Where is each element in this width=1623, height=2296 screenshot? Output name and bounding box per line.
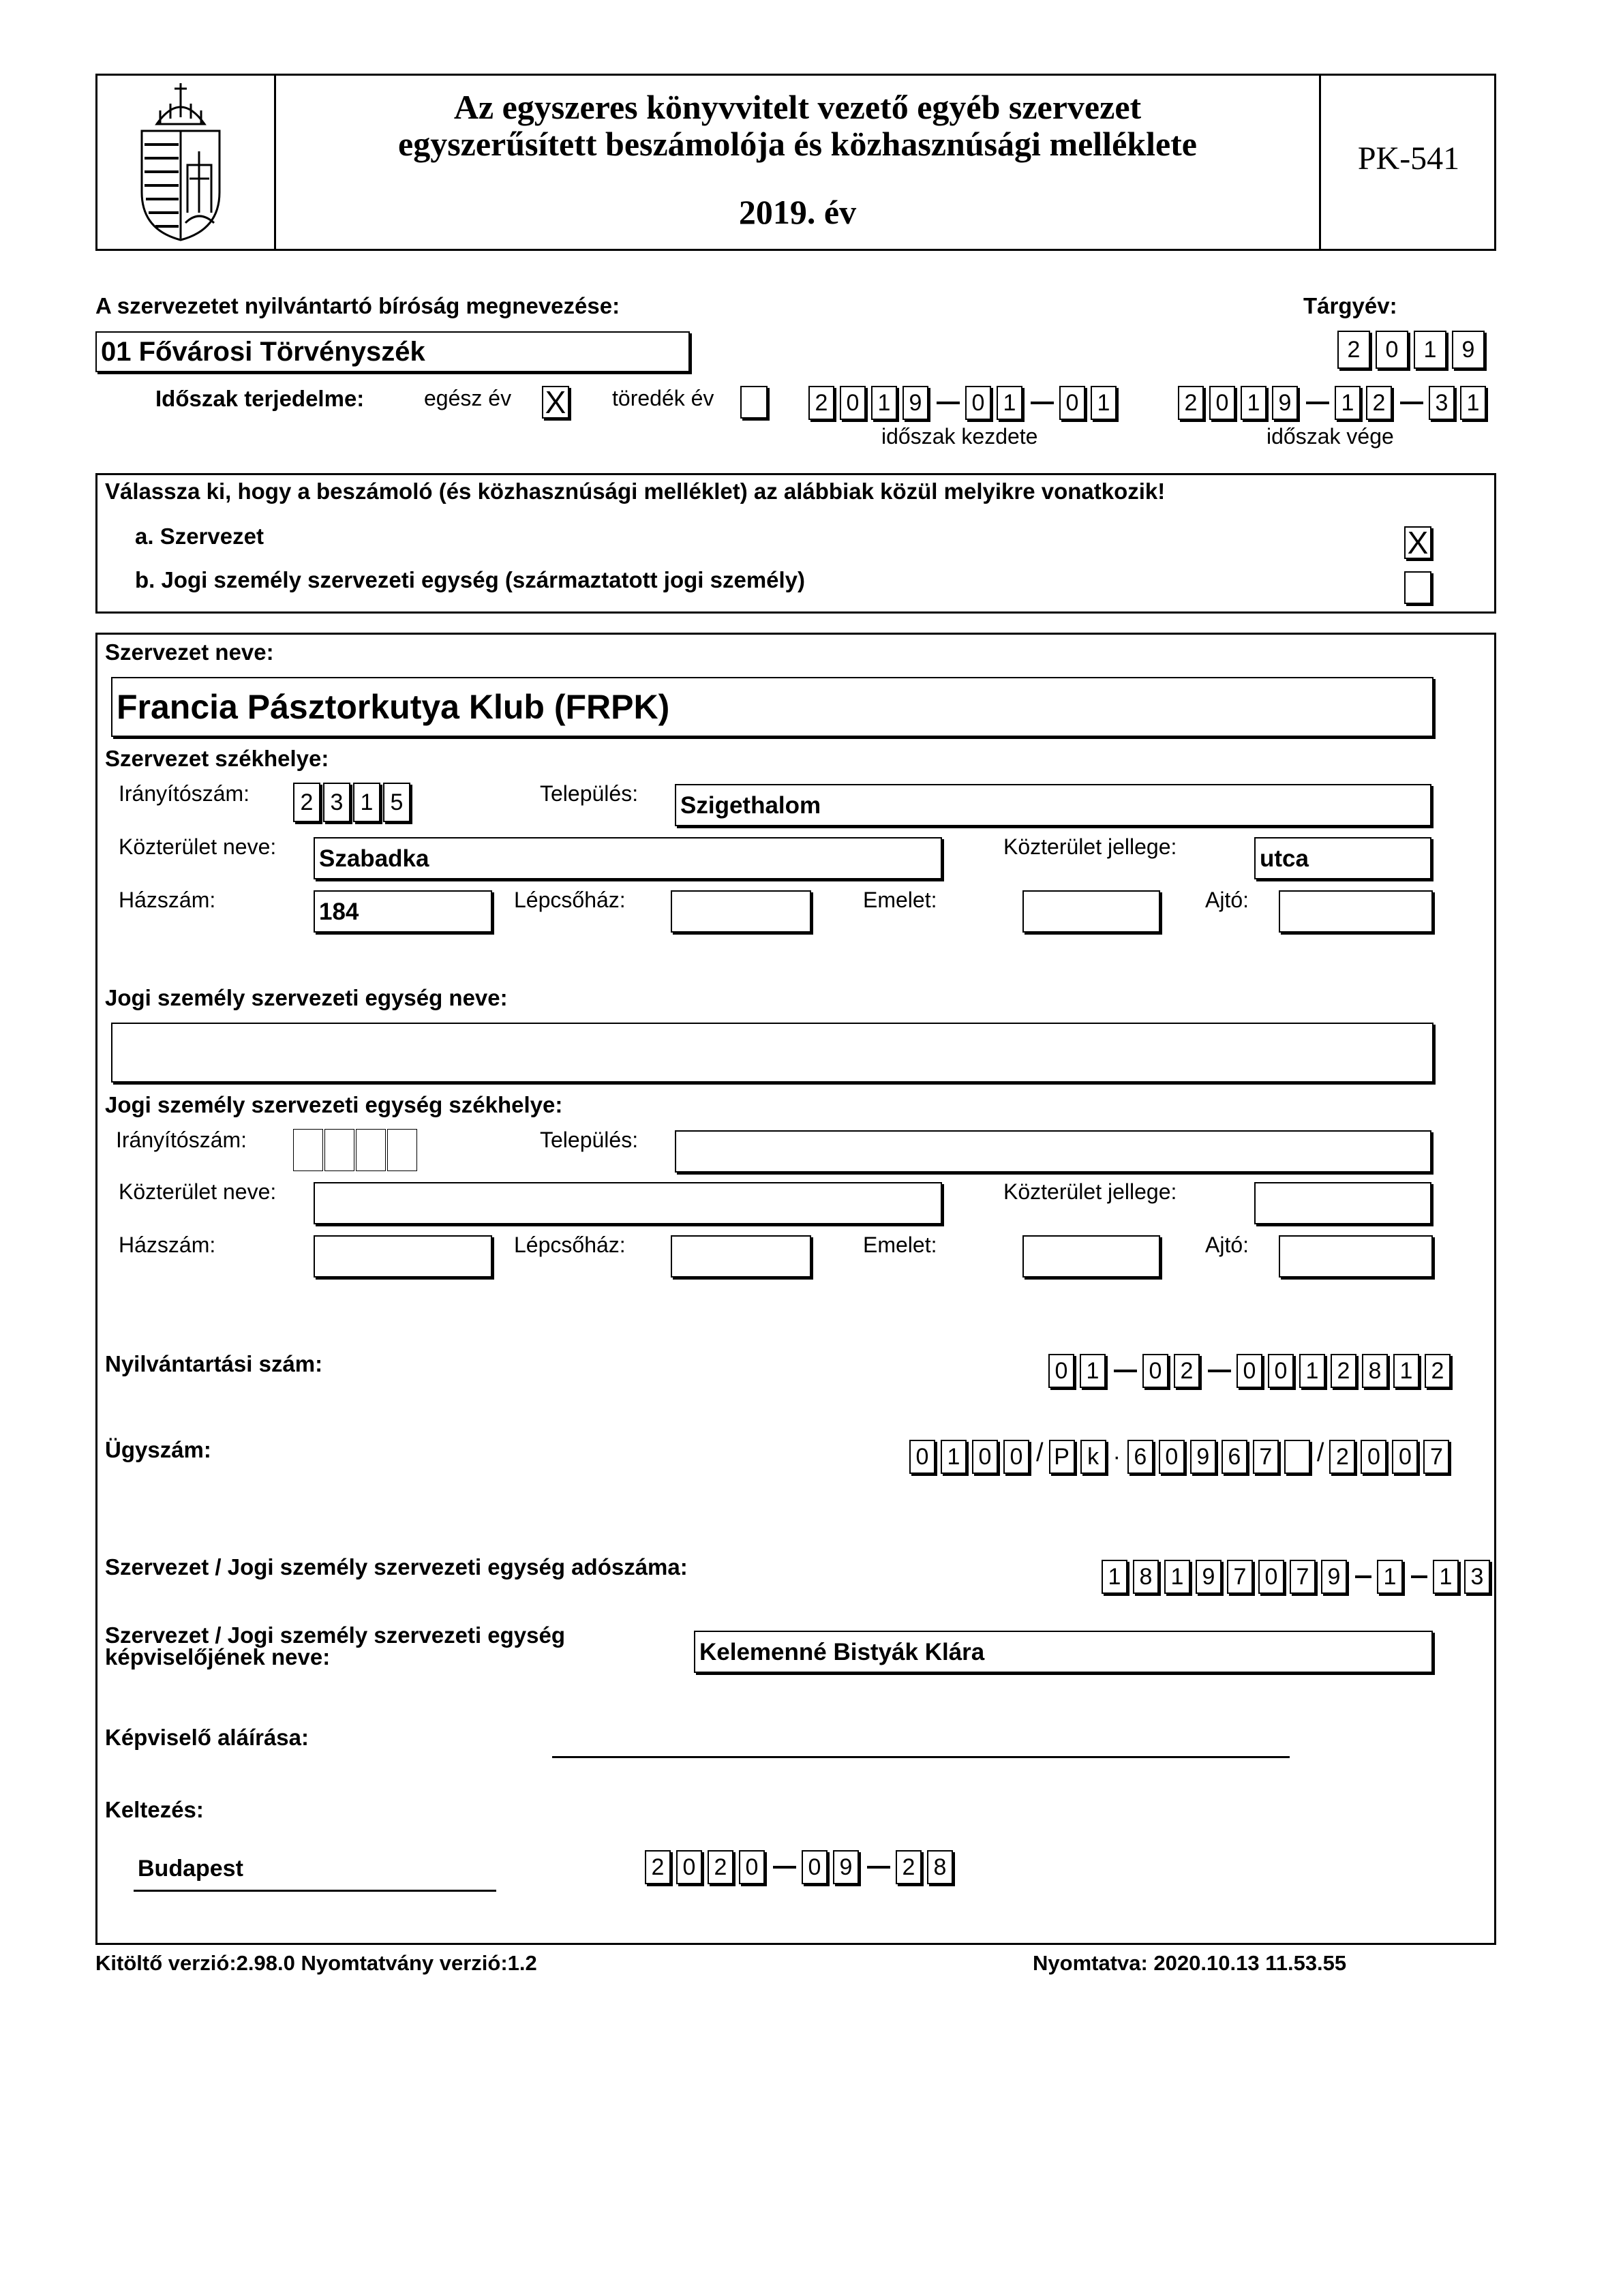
digit-box[interactable]: [356, 1129, 386, 1171]
digit-box[interactable]: [293, 1129, 323, 1171]
digit-box[interactable]: 2: [1329, 1440, 1355, 1474]
org-seat-label: Szervezet székhelye:: [105, 746, 329, 771]
digit-box[interactable]: k: [1080, 1440, 1106, 1474]
digit-box[interactable]: 3: [323, 783, 350, 822]
digit-box[interactable]: 0: [1003, 1440, 1029, 1474]
dot-separator: ·: [1112, 1443, 1121, 1470]
unit-door-label: Ajtó:: [1205, 1233, 1249, 1257]
digit-box[interactable]: 9: [1196, 1560, 1222, 1594]
digit-box[interactable]: 0: [1376, 331, 1408, 369]
digit-box[interactable]: 9: [902, 386, 928, 420]
unit-house-label: Házszám:: [119, 1233, 216, 1257]
scope-option-b: b. Jogi személy szervezeti egység (származtatott jogi személy): [135, 567, 806, 592]
digit-box[interactable]: 0: [1059, 386, 1085, 420]
org-stair-label: Lépcsőház:: [514, 888, 626, 912]
dated-label: Keltezés:: [105, 1797, 204, 1822]
subject-year-digits[interactable]: [1337, 331, 1490, 368]
unit-city-label: Település:: [540, 1128, 639, 1152]
unit-house-field[interactable]: [314, 1235, 492, 1278]
period-start-date[interactable]: [808, 384, 1122, 421]
representative-label-line1: Szervezet / Jogi személy szervezeti egység: [105, 1622, 566, 1648]
unit-city-field[interactable]: [675, 1130, 1431, 1173]
digit-box[interactable]: 2: [1337, 331, 1370, 369]
case-number[interactable]: [909, 1438, 1455, 1475]
digit-box[interactable]: 0: [1142, 1354, 1168, 1388]
case-label: Ügyszám:: [105, 1437, 211, 1462]
org-name-label: Szervezet neve:: [105, 639, 274, 665]
form-year: 2019. év: [738, 193, 857, 231]
tax-number[interactable]: [1102, 1558, 1496, 1595]
digit-box[interactable]: 8: [1133, 1560, 1159, 1594]
digit-box[interactable]: 2: [808, 386, 834, 420]
date-separator: [1306, 402, 1329, 404]
digit-box[interactable]: 9: [1190, 1440, 1216, 1474]
digit-box[interactable]: 2: [896, 1850, 922, 1884]
digit-box[interactable]: 2: [1331, 1354, 1356, 1388]
digit-box[interactable]: 3: [1464, 1560, 1490, 1594]
digit-box[interactable]: [387, 1129, 417, 1171]
unit-floor-label: Emelet:: [863, 1233, 937, 1257]
unit-zip-label: Irányítószám:: [116, 1128, 247, 1152]
digit-box[interactable]: 2: [708, 1850, 733, 1884]
digit-box[interactable]: P: [1049, 1440, 1075, 1474]
scope-question: Válassza ki, hogy a beszámoló (és közhasznúsági melléklet) az alábbiak közül melyikre vonatkozik!: [105, 479, 1166, 504]
digit-box[interactable]: 0: [965, 386, 991, 420]
org-door-field[interactable]: [1279, 890, 1433, 933]
org-door-label: Ajtó:: [1205, 888, 1249, 912]
period-label: Időszak terjedelme:: [155, 386, 365, 411]
dated-place[interactable]: Budapest: [138, 1856, 243, 1882]
digit-box[interactable]: 8: [1362, 1354, 1388, 1388]
org-street-field[interactable]: Szabadka: [314, 837, 942, 879]
digit-box[interactable]: 1: [1377, 1560, 1403, 1594]
unit-door-field[interactable]: [1279, 1235, 1433, 1278]
coat-of-arms-icon: [130, 76, 232, 243]
org-zip-digits[interactable]: [293, 784, 413, 821]
scope-option-a: a. Szervezet: [135, 524, 264, 549]
separator: [1208, 1370, 1231, 1372]
footer-printed: Nyomtatva: 2020.10.13 11.53.55: [1033, 1951, 1347, 1975]
org-floor-label: Emelet:: [863, 888, 937, 912]
digit-box[interactable]: 9: [833, 1850, 859, 1884]
date-separator: [773, 1866, 796, 1869]
tax-label: Szervezet / Jogi személy szervezeti egység adószáma:: [105, 1554, 688, 1580]
digit-box[interactable]: 1: [1335, 386, 1361, 420]
digit-box[interactable]: 0: [909, 1440, 935, 1474]
registration-number[interactable]: [1048, 1353, 1456, 1389]
unit-stair-label: Lépcsőház:: [514, 1233, 626, 1257]
digit-box[interactable]: 7: [1290, 1560, 1316, 1594]
digit-box[interactable]: [324, 1129, 354, 1171]
whole-year-label: egész év: [424, 386, 512, 410]
digit-box[interactable]: 1: [1164, 1560, 1190, 1594]
unit-street-type-label: Közterület jellege:: [1003, 1179, 1177, 1204]
digit-box[interactable]: 0: [840, 386, 866, 420]
digit-box[interactable]: 0: [1361, 1440, 1386, 1474]
partial-year-checkbox[interactable]: [740, 386, 768, 419]
digit-box[interactable]: 0: [972, 1440, 998, 1474]
digit-box[interactable]: 0: [1392, 1440, 1418, 1474]
slash-separator: /: [1316, 1438, 1324, 1467]
digit-box[interactable]: 2: [1425, 1354, 1451, 1388]
digit-box[interactable]: 3: [1429, 386, 1455, 420]
separator: [1355, 1575, 1371, 1578]
digit-box[interactable]: 2: [1178, 386, 1204, 420]
dated-place-underline: [134, 1890, 496, 1892]
digit-box[interactable]: 0: [1159, 1440, 1185, 1474]
unit-street-type-field[interactable]: [1254, 1182, 1431, 1224]
digit-box[interactable]: 9: [1321, 1560, 1347, 1594]
date-separator: [1031, 402, 1054, 404]
form-title-line2: egyszerűsített beszámolója és közhasznúsági melléklete: [398, 125, 1197, 163]
digit-box[interactable]: 8: [927, 1850, 953, 1884]
org-city-field[interactable]: Szigethalom: [675, 784, 1431, 826]
digit-box[interactable]: 0: [739, 1850, 765, 1884]
unit-name-field[interactable]: [111, 1023, 1434, 1083]
court-field[interactable]: 01 Fővárosi Törvényszék: [95, 331, 690, 372]
digit-box[interactable]: 0: [1209, 386, 1235, 420]
representative-label-line2: képviselőjének neve:: [105, 1644, 331, 1670]
separator: [1114, 1370, 1137, 1372]
period-end-label: időszak vége: [1266, 424, 1394, 449]
org-stair-field[interactable]: [671, 890, 811, 933]
digit-box[interactable]: 0: [802, 1850, 828, 1884]
form-code: PK-541: [1357, 140, 1460, 177]
whole-year-checkbox[interactable]: X: [542, 386, 569, 419]
digit-box[interactable]: 7: [1423, 1440, 1449, 1474]
signature-label: Képviselő aláírása:: [105, 1725, 309, 1750]
org-street-type-field[interactable]: utca: [1254, 837, 1431, 879]
digit-box[interactable]: 1: [1241, 386, 1266, 420]
digit-box[interactable]: 2: [293, 783, 320, 822]
date-separator: [937, 402, 960, 404]
unit-street-field[interactable]: [314, 1182, 942, 1224]
digit-box[interactable]: 0: [1258, 1560, 1284, 1594]
digit-box[interactable]: 1: [1102, 1560, 1127, 1594]
dated-date[interactable]: [645, 1849, 958, 1886]
period-start-label: időszak kezdete: [881, 424, 1038, 449]
signature-line[interactable]: [552, 1756, 1290, 1758]
digit-box[interactable]: 9: [1452, 331, 1485, 369]
unit-seat-label: Jogi személy szervezeti egység székhelye:: [105, 1092, 563, 1117]
footer-version: Kitöltő verzió:2.98.0 Nyomtatvány verzió:1.2: [95, 1951, 537, 1975]
date-separator: [867, 1866, 890, 1869]
org-zip-label: Irányítószám:: [119, 781, 250, 806]
org-street-label: Közterület neve:: [119, 834, 277, 859]
digit-box[interactable]: 2: [1366, 386, 1392, 420]
unit-floor-field[interactable]: [1022, 1235, 1160, 1278]
registration-label: Nyilvántartási szám:: [105, 1351, 323, 1376]
org-street-type-label: Közterület jellege:: [1003, 834, 1177, 859]
digit-box[interactable]: 0: [676, 1850, 702, 1884]
digit-box[interactable]: 1: [1080, 1354, 1106, 1388]
digit-box[interactable]: 1: [1460, 386, 1486, 420]
digit-box[interactable]: 0: [1048, 1354, 1074, 1388]
digit-box[interactable]: 6: [1222, 1440, 1247, 1474]
separator: [1411, 1575, 1427, 1578]
digit-box[interactable]: 7: [1227, 1560, 1253, 1594]
digit-box[interactable]: 7: [1253, 1440, 1279, 1474]
digit-box[interactable]: 1: [353, 783, 380, 822]
representative-name-field[interactable]: Kelemenné Bistyák Klára: [694, 1631, 1433, 1673]
date-separator: [1400, 402, 1423, 404]
digit-box[interactable]: 2: [1174, 1354, 1200, 1388]
digit-box[interactable]: 1: [1299, 1354, 1325, 1388]
digit-box[interactable]: 2: [645, 1850, 671, 1884]
digit-box[interactable]: 1: [871, 386, 897, 420]
digit-box[interactable]: 6: [1127, 1440, 1153, 1474]
period-end-date[interactable]: [1178, 384, 1491, 421]
court-label: A szervezetet nyilvántartó bíróság megnevezése:: [95, 293, 620, 318]
digit-box[interactable]: 1: [997, 386, 1022, 420]
form-title-line1: Az egyszeres könyvvitelt vezető egyéb szervezet: [453, 88, 1142, 126]
digit-box[interactable]: 1: [1091, 386, 1117, 420]
digit-box[interactable]: 1: [1414, 331, 1446, 369]
org-city-label: Település:: [540, 781, 639, 806]
partial-year-label: töredék év: [612, 386, 714, 410]
org-floor-field[interactable]: [1022, 890, 1160, 933]
unit-zip-digits[interactable]: [293, 1132, 419, 1168]
digit-box[interactable]: 5: [383, 783, 410, 822]
subject-year-label: Tárgyév:: [1303, 293, 1397, 318]
org-house-field[interactable]: 184: [314, 890, 492, 933]
digit-box[interactable]: 1: [1393, 1354, 1419, 1388]
scope-option-b-checkbox[interactable]: [1404, 571, 1431, 604]
slash-separator: /: [1036, 1438, 1044, 1467]
digit-box[interactable]: 1: [941, 1440, 967, 1474]
unit-street-label: Közterület neve:: [119, 1179, 277, 1204]
unit-stair-field[interactable]: [671, 1235, 811, 1278]
digit-box[interactable]: [1284, 1440, 1310, 1474]
org-house-label: Házszám:: [119, 888, 216, 912]
unit-name-label: Jogi személy szervezeti egység neve:: [105, 985, 508, 1010]
org-name-field[interactable]: Francia Pásztorkutya Klub (FRPK): [111, 677, 1434, 737]
digit-box[interactable]: 9: [1272, 386, 1298, 420]
digit-box[interactable]: 0: [1268, 1354, 1294, 1388]
digit-box[interactable]: 1: [1433, 1560, 1459, 1594]
digit-box[interactable]: 0: [1237, 1354, 1262, 1388]
scope-option-a-checkbox[interactable]: X: [1404, 526, 1431, 559]
